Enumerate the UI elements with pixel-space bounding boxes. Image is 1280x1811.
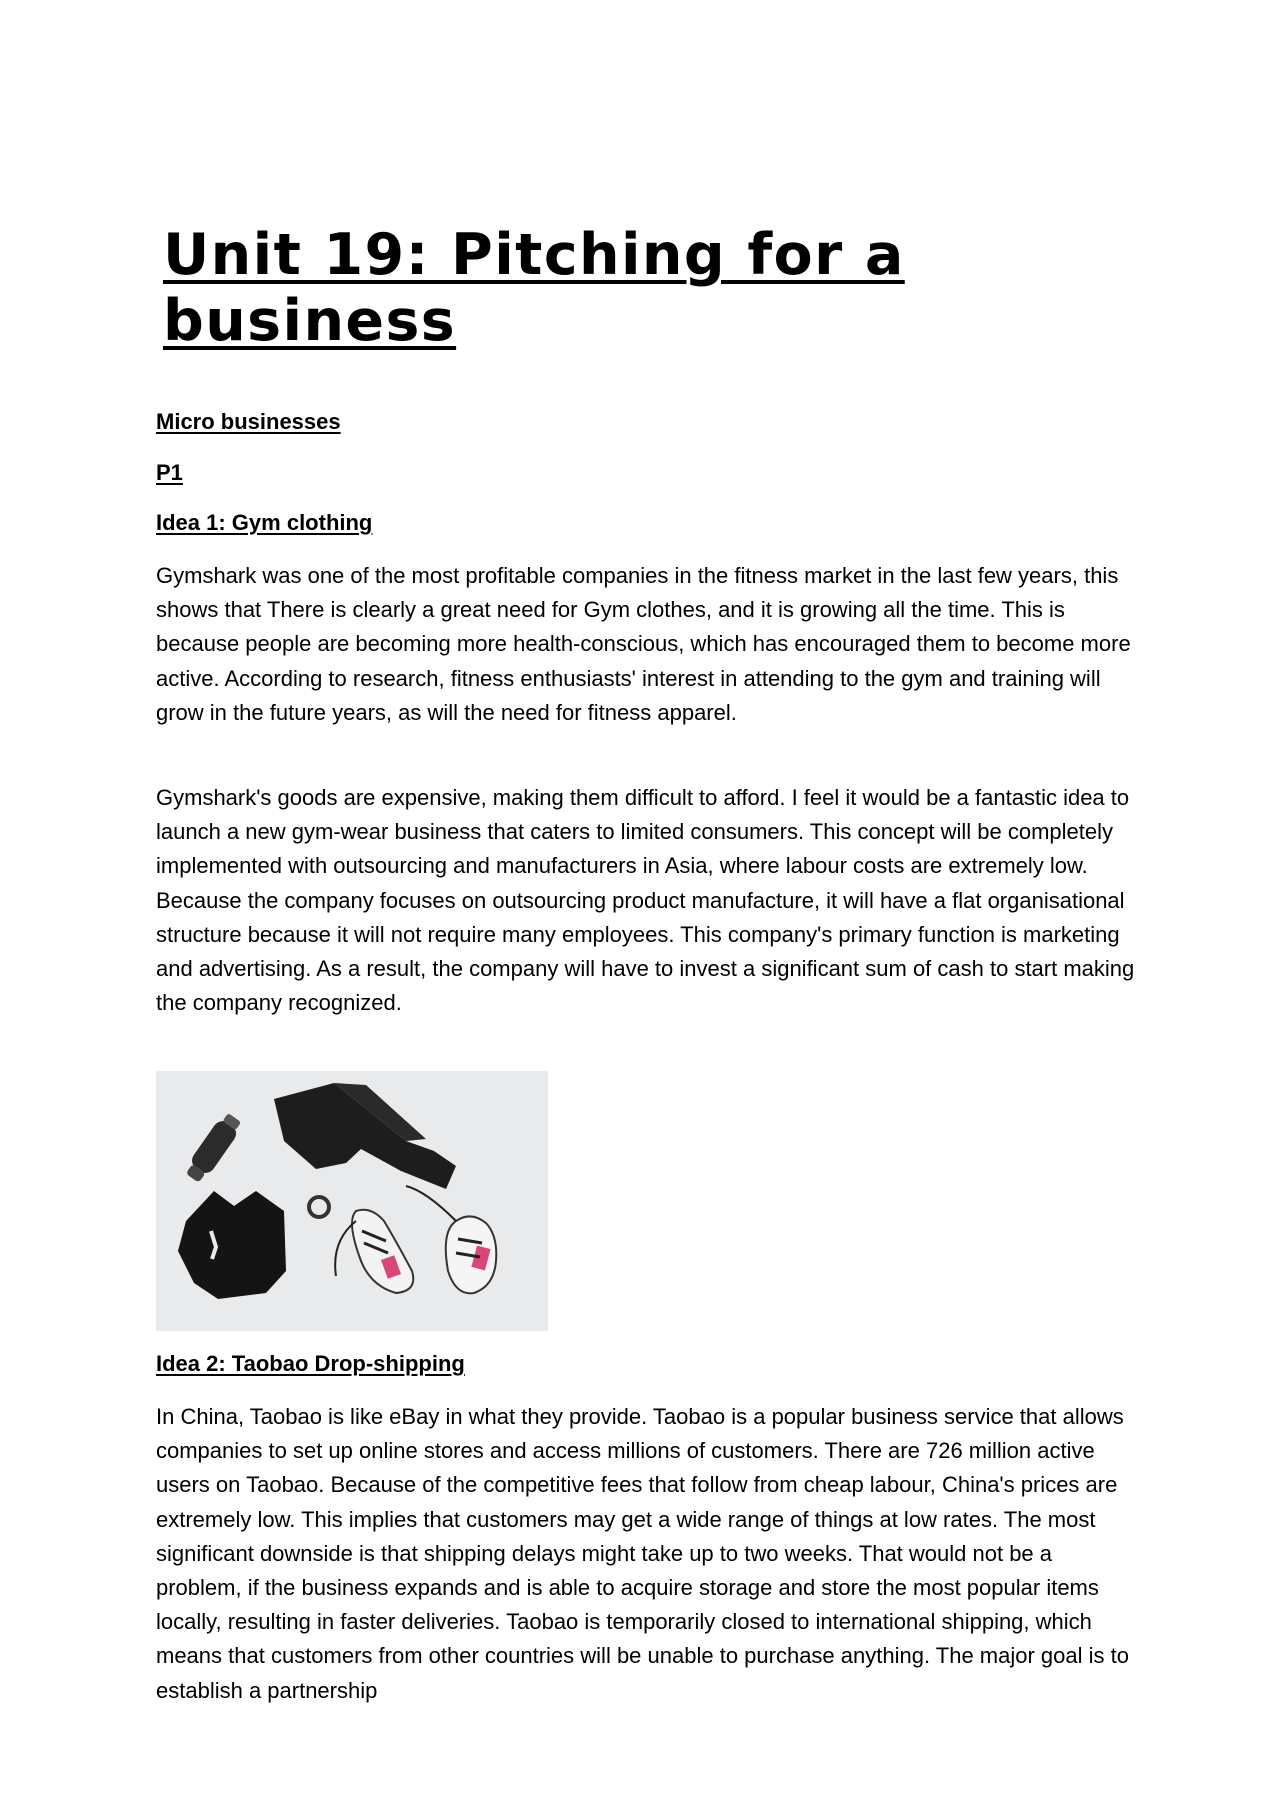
- idea2-heading: Idea 2: Taobao Drop-shipping: [156, 1351, 465, 1376]
- idea1-paragraph-1: Gymshark was one of the most profitable companies in the fitness market in the last few years, this shows that There is clearly a great need for Gym clothes, and it is growing all the time. This is because people are becoming more health-conscious, which has encouraged them to become more active. According to research, fitness enthusiasts' interest in attending to the gym and training will grow in the future years, as will the need for fitness apparel.: [156, 563, 1131, 725]
- idea2-paragraph-1: In China, Taobao is like eBay in what they provide. Taobao is a popular business service that allows companies to set up online stores and access millions of customers. There are 726 million active users on Taobao. Because of the competitive fees that follow from cheap labour, China's prices are extremely low. This implies that customers may get a wide range of things at low rates. The most significant downside is that shipping delays might take up to two weeks. That would not be a problem, if the business expands and is able to acquire storage and store the most popular items locally, resulting in faster deliveries. Taobao is temporarily closed to international shipping, which means that customers from other countries will be unable to purchase anything. The major goal is to establish a partnership: [156, 1404, 1129, 1703]
- criteria-label-p1: P1: [156, 460, 183, 485]
- document-title: Unit 19: Pitching for a business: [163, 222, 905, 354]
- gym-clothing-illustration: [156, 1071, 548, 1331]
- idea1-heading: Idea 1: Gym clothing: [156, 510, 373, 535]
- idea1-paragraph-2: Gymshark's goods are expensive, making them difficult to afford. I feel it would be a fantastic idea to launch a new gym-wear business that caters to limited consumers. This concept will be completely implemented with outsourcing and manufacturers in Asia, where labour costs are extremely low. Because the company focuses on outsourcing product manufacture, it will have a flat organisational structure because it will not require many employees. This company's primary function is marketing and advertising. As a result, the company will have to invest a significant sum of cash to start making the company recognized.: [156, 785, 1135, 1016]
- section-heading-micro-businesses: Micro businesses: [156, 409, 341, 434]
- gym-clothing-photo: [156, 1071, 548, 1331]
